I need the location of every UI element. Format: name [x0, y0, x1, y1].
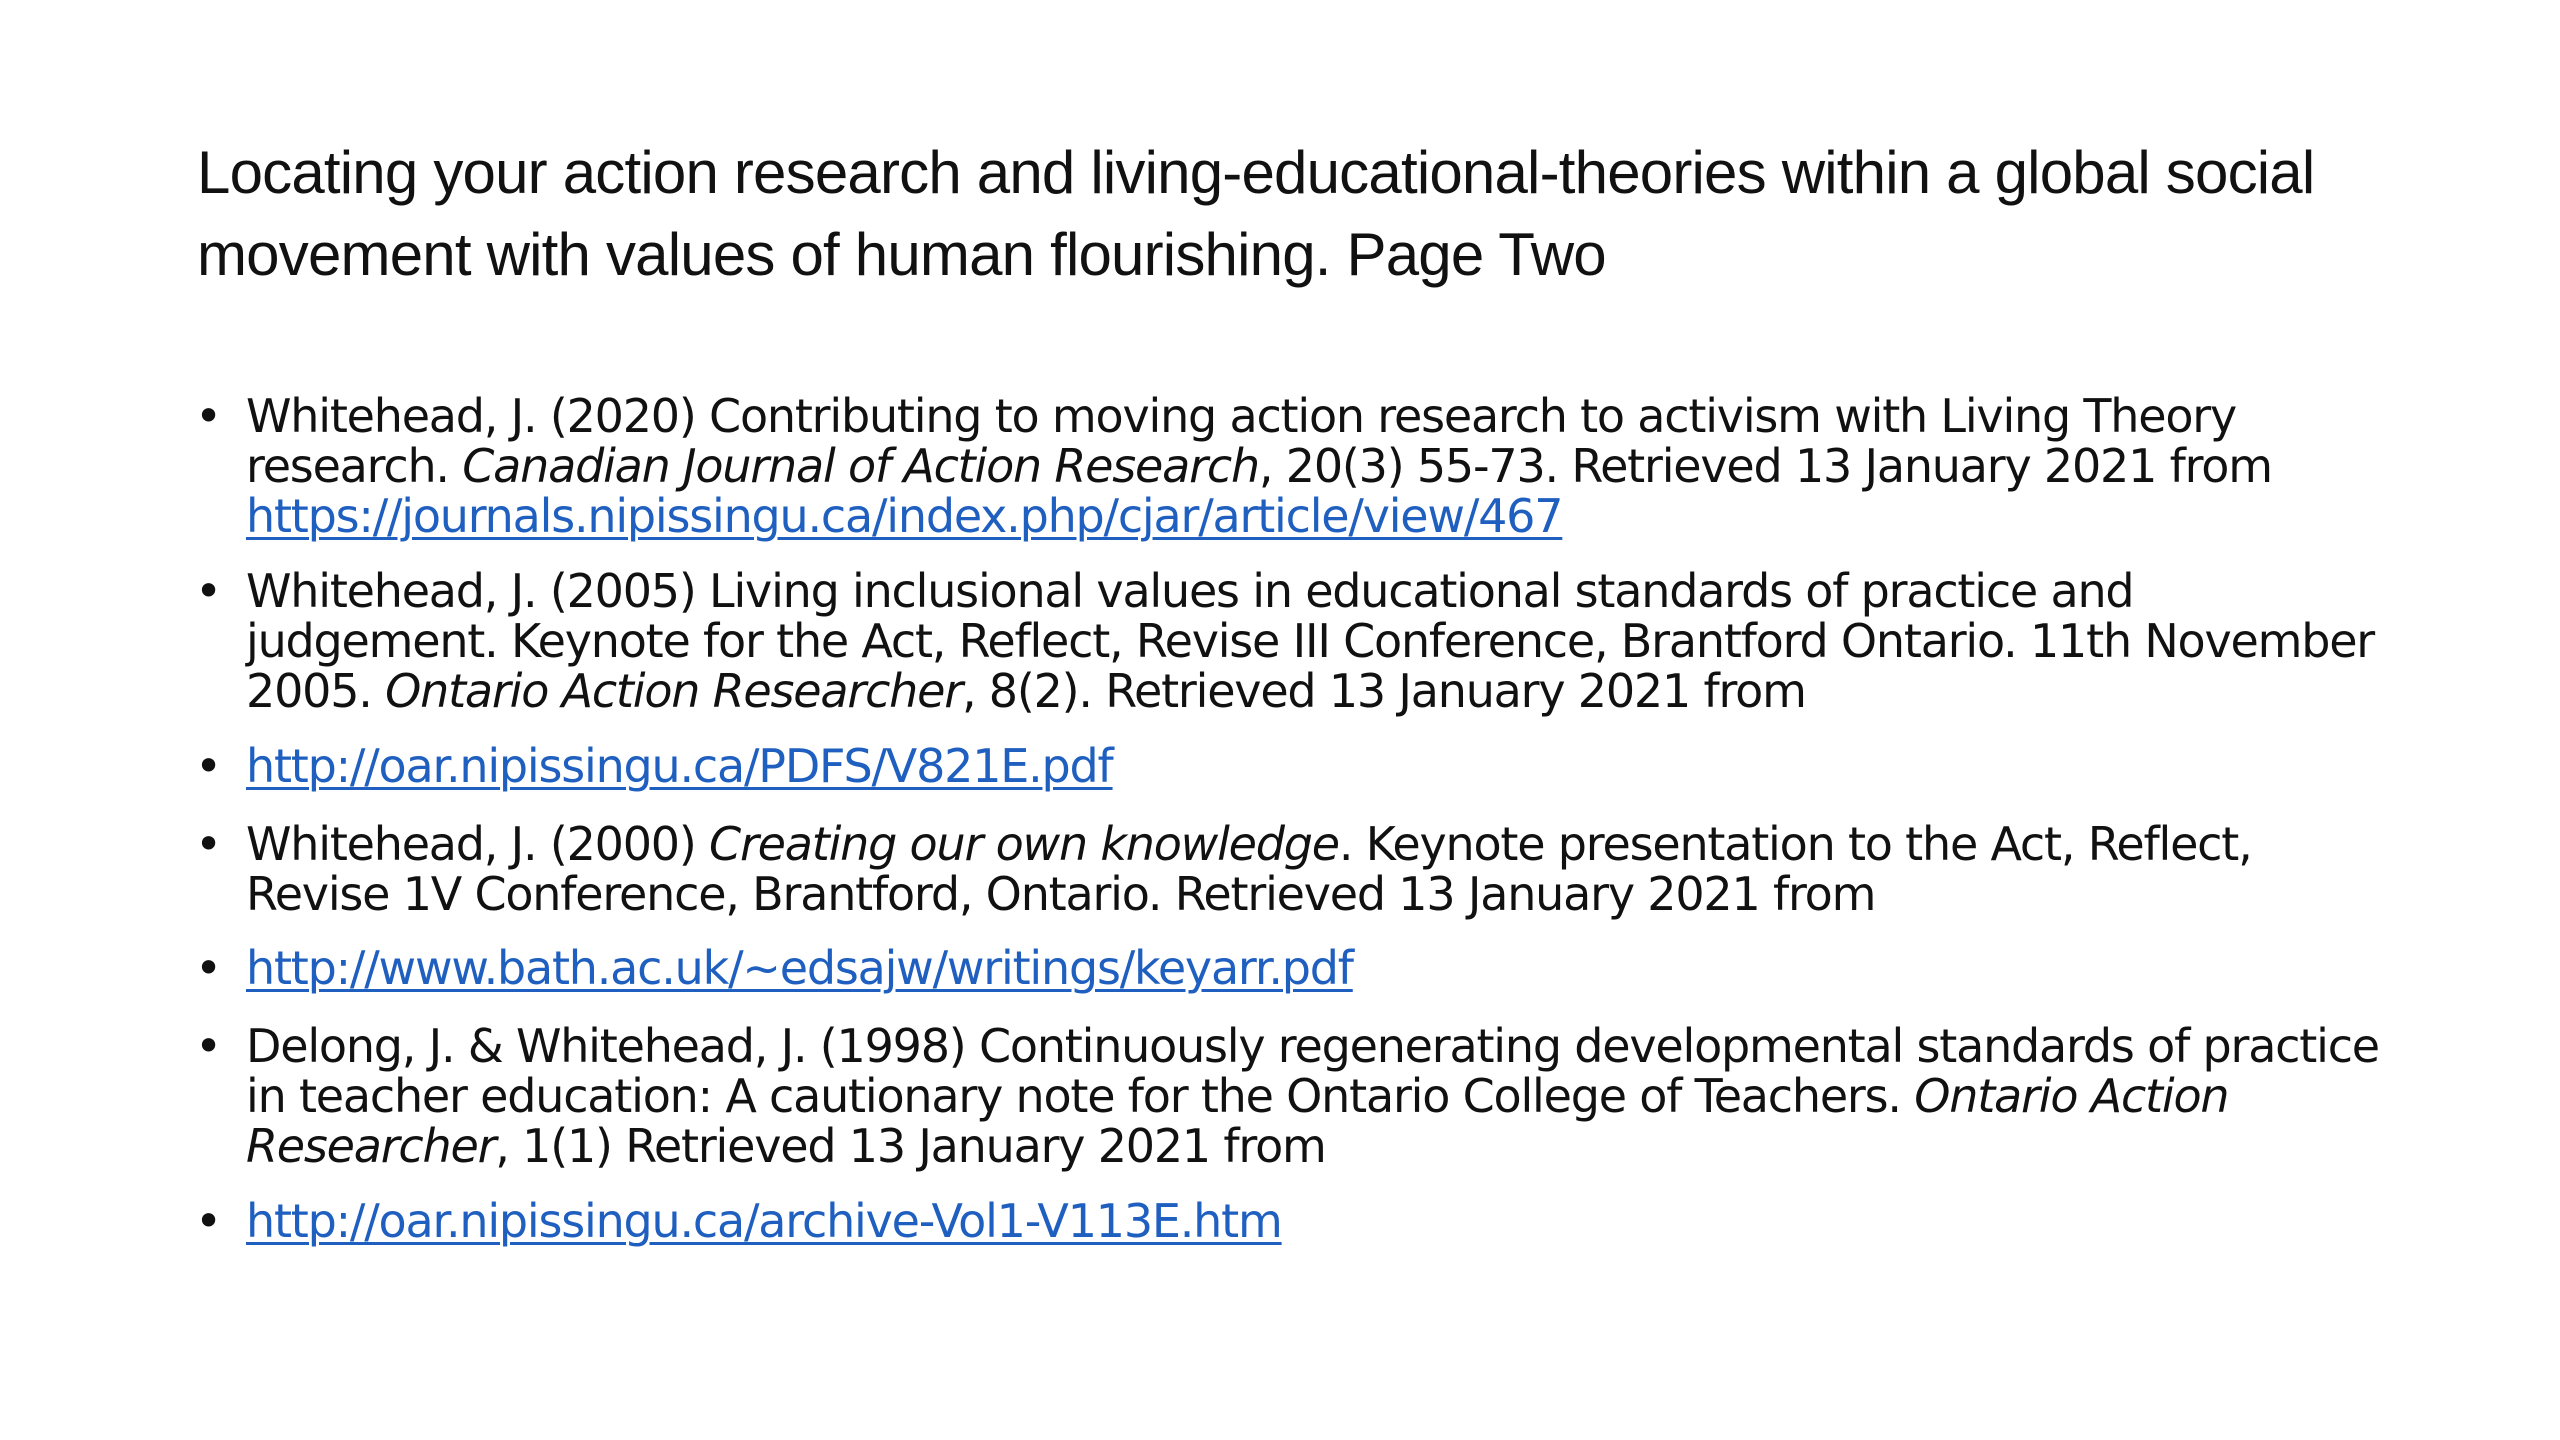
reference-text: . Keynote presentation to the Act, Reflect, Revise 1V Conference, Brantford, Ontario. Retrieved 13 January 2021 from: [246, 817, 2252, 921]
reference-item: [195, 1019, 2396, 1173]
reference-item: [195, 564, 2396, 718]
reference-link[interactable]: http://www.bath.ac.uk/~edsajw/writings/keyarr.pdf: [246, 941, 1353, 995]
journal-title: Ontario Action Researcher: [246, 1069, 2229, 1173]
reference-text: , 1(1) Retrieved 13 January 2021 from: [495, 1119, 1326, 1173]
reference-link[interactable]: http://oar.nipissingu.ca/archive-Vol1-V113E.htm: [246, 1194, 1282, 1248]
reference-text: Whitehead, J. (2000): [246, 817, 710, 871]
bullet-icon: •: [195, 564, 221, 618]
reference-item: [195, 1194, 2396, 1248]
reference-text: Whitehead, J. (2005) Living inclusional values in educational standards of practice and judgement. Keynote for the Act, Reflect, Revise III Conference, Brantford Ontario. 11th November 2005.: [246, 564, 2375, 718]
work-title: Creating our own knowledge: [709, 817, 1339, 871]
reference-text: Whitehead, J. (2020) Contributing to moving action research to activism with Living Theory research.: [246, 389, 2237, 493]
reference-item: [195, 941, 2396, 995]
bullet-icon: •: [195, 817, 221, 871]
reference-link[interactable]: https://journals.nipissingu.ca/index.php/cjar/article/view/467: [246, 489, 1563, 543]
bullet-icon: •: [195, 941, 221, 995]
bullet-icon: •: [195, 389, 221, 443]
bullet-icon: •: [195, 1019, 221, 1073]
reference-link[interactable]: http://oar.nipissingu.ca/PDFS/V821E.pdf: [246, 739, 1113, 793]
reference-text: , 20(3) 55-73. Retrieved 13 January 2021 from: [1258, 439, 2272, 493]
journal-title: Ontario Action Researcher: [385, 664, 962, 718]
journal-title: Canadian Journal of Action Research: [462, 439, 1259, 493]
reference-text: Delong, J. & Whitehead, J. (1998) Continuously regenerating developmental standards of practice in teacher education: A cautionary note for the Ontario College of Teachers.: [246, 1019, 2379, 1123]
reference-item: [195, 389, 2396, 543]
reference-item: [195, 817, 2396, 921]
reference-item: [195, 739, 2396, 793]
bullet-icon: •: [195, 739, 221, 793]
reference-text: , 8(2). Retrieved 13 January 2021 from: [961, 664, 1806, 718]
slide-title: Locating your action research and living-educational-theories within a global social movement with values of human flourishing. Page Two: [197, 139, 2315, 288]
bullet-icon: •: [195, 1194, 221, 1248]
